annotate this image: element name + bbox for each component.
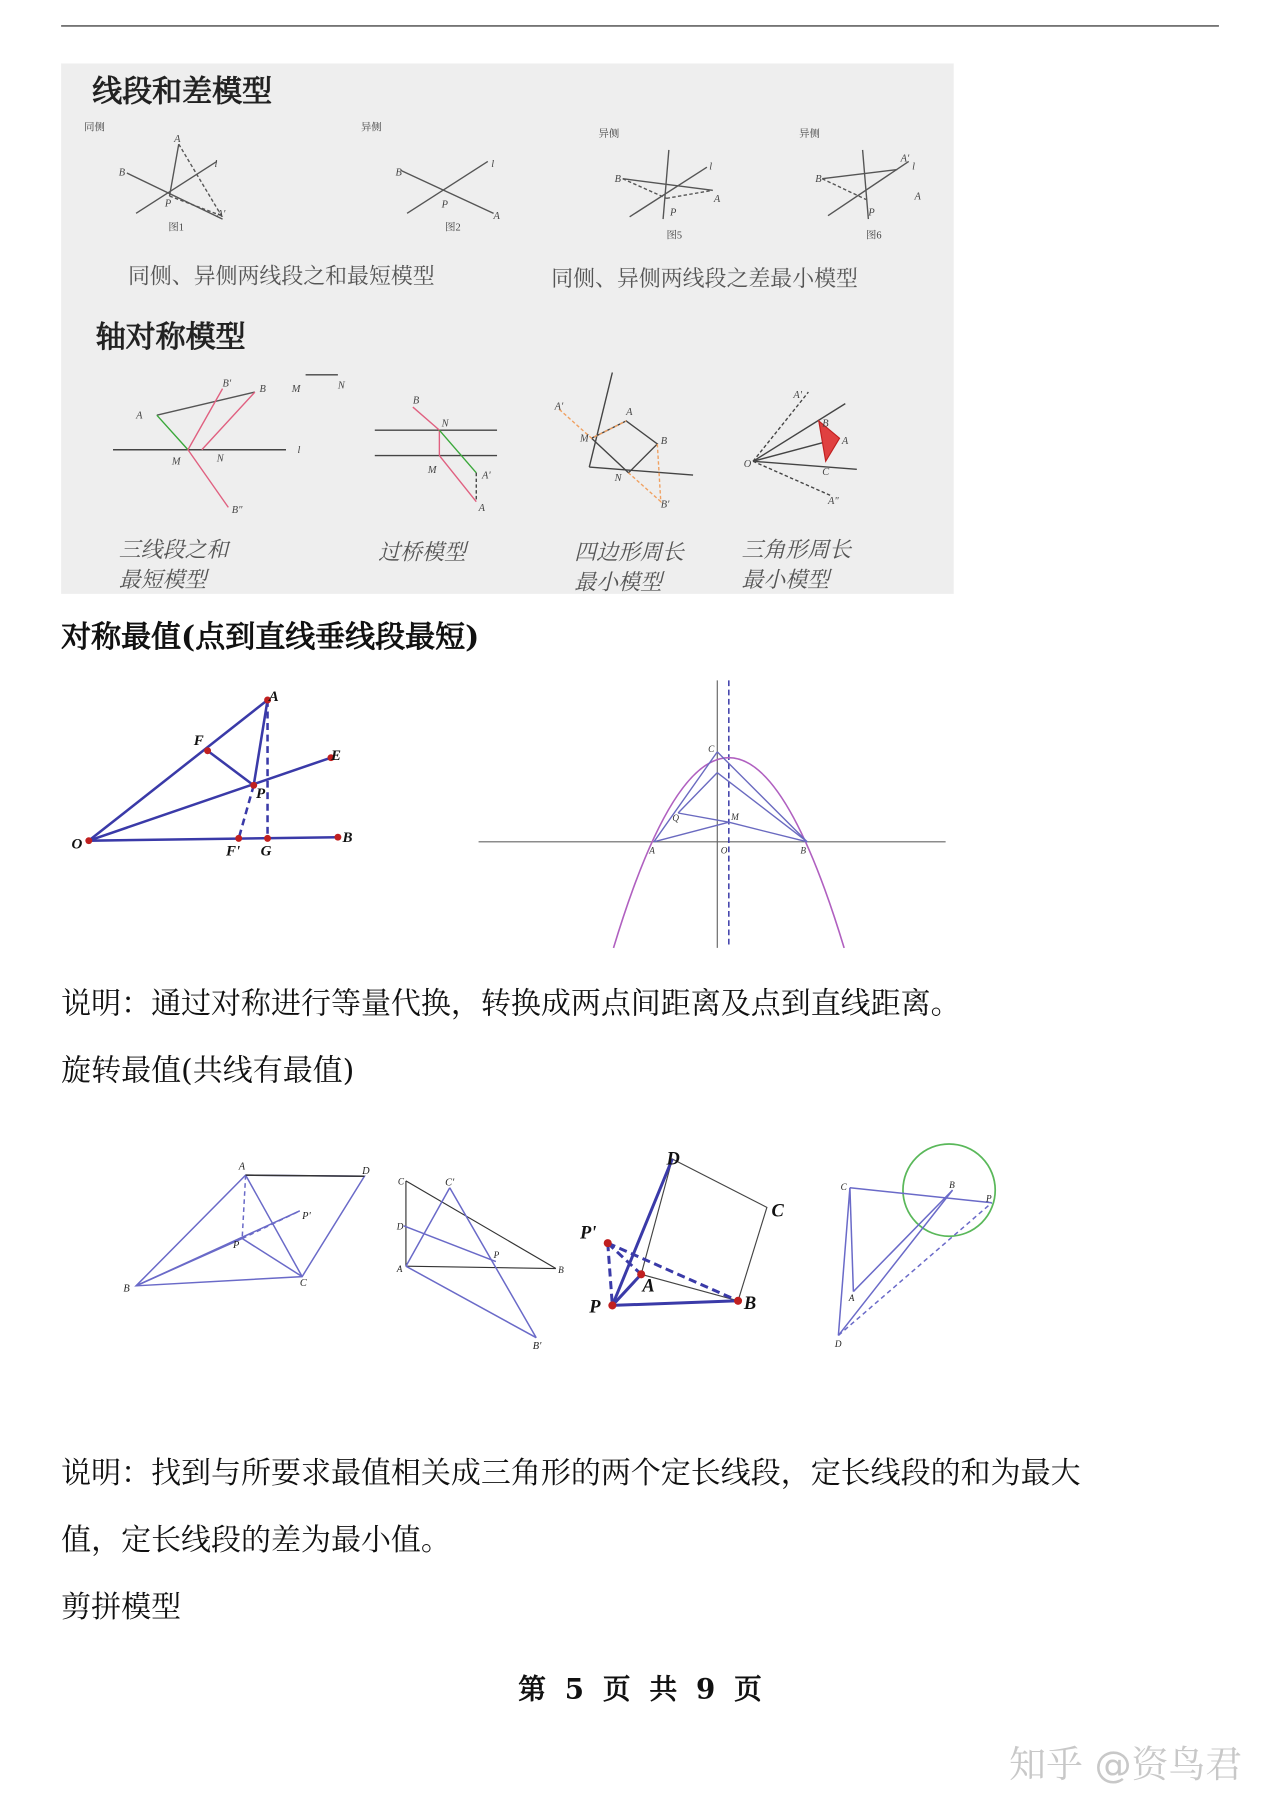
side-label: 异侧	[598, 129, 620, 141]
svg-text:A': A'	[900, 153, 910, 165]
heading-rotation: 旋转最值(共线有最值)	[61, 1054, 355, 1089]
svg-text:D: D	[666, 1148, 680, 1169]
note-rotation-line2: 值，定长线段的差为最小值。	[61, 1523, 451, 1558]
svg-text:A: A	[713, 193, 721, 205]
svg-text:A: A	[848, 1292, 855, 1303]
heading-cut-paste: 剪拼模型	[61, 1590, 182, 1625]
svg-text:A: A	[841, 435, 849, 447]
caption-three-segments: 三线段之和	[118, 536, 229, 562]
side-label: 异侧	[360, 122, 382, 134]
side-label: 异侧	[799, 129, 820, 141]
point-label: P'	[580, 1222, 597, 1243]
svg-text:P: P	[493, 1250, 500, 1261]
svg-text:A: A	[136, 410, 143, 422]
point-label: P	[589, 1296, 601, 1317]
symmetry-figures	[0, 669, 1280, 957]
svg-text:B: B	[259, 384, 266, 396]
caption-three-segments-2: 最短模型	[118, 566, 207, 592]
point-label: B	[123, 1283, 130, 1295]
svg-text:P: P	[164, 198, 172, 210]
svg-text:B': B'	[660, 499, 670, 511]
svg-text:A: A	[493, 211, 500, 223]
page-number: 第 5 页 共 9 页	[518, 1672, 762, 1706]
note-symmetry: 说明：通过对称进行等量代换，转换成两点间距离及点到直线距离。	[61, 987, 961, 1022]
svg-text:B: B	[660, 435, 668, 447]
svg-text:O: O	[743, 459, 752, 471]
panel-title-1: 线段和差模型	[92, 74, 273, 110]
svg-text:l: l	[491, 159, 495, 171]
point-label: C	[299, 1277, 307, 1289]
svg-text:B": B"	[231, 505, 243, 517]
svg-text:B: B	[614, 174, 621, 186]
svg-text:A': A'	[554, 401, 564, 413]
note-rotation-line1: 说明：找到与所要求最值相关成三角形的两个定长线段，定长线段的和为最大	[61, 1456, 1081, 1492]
point-label: B	[342, 829, 353, 846]
watermark: 知乎 @资鸟君	[1009, 1742, 1243, 1787]
svg-text:B: B	[815, 174, 822, 186]
svg-text:N: N	[216, 453, 224, 465]
svg-text:M: M	[291, 384, 301, 396]
caption-bridge: 过桥模型	[378, 539, 466, 565]
svg-text:M: M	[171, 456, 181, 468]
svg-text:B: B	[558, 1265, 564, 1276]
point-label: A	[238, 1161, 246, 1173]
side-label: 同侧	[84, 122, 105, 134]
svg-text:B: B	[949, 1179, 955, 1190]
point-label: O	[720, 845, 728, 856]
svg-text:N: N	[337, 380, 345, 392]
svg-text:B: B	[395, 167, 402, 179]
models-image-panel	[61, 63, 954, 593]
svg-text:A: A	[478, 502, 485, 514]
top-rule	[61, 25, 1219, 26]
svg-text:P: P	[670, 207, 677, 219]
svg-text:B: B	[743, 1292, 757, 1313]
svg-text:C: C	[771, 1200, 784, 1221]
point-label: F'	[226, 843, 241, 860]
svg-text:A': A'	[793, 389, 802, 401]
caption-quadrilateral-2: 最小模型	[574, 569, 662, 594]
point-label: Q	[672, 813, 679, 824]
svg-text:P: P	[441, 199, 449, 211]
caption-triangle-2: 最小模型	[741, 566, 830, 592]
point-label: B	[800, 845, 806, 856]
svg-text:N: N	[441, 418, 449, 430]
svg-text:A: A	[914, 191, 921, 203]
svg-text:l: l	[214, 159, 218, 171]
fig-label: 图1	[168, 222, 184, 234]
svg-text:M: M	[427, 464, 437, 476]
fig-label: 图6	[866, 230, 882, 242]
point-label: D	[362, 1165, 370, 1177]
heading-symmetry: 对称最值(点到直线垂线段最短)	[61, 620, 480, 656]
svg-text:A: A	[174, 133, 181, 145]
svg-text:B: B	[118, 167, 126, 179]
svg-text:P: P	[868, 207, 875, 219]
point-label: E	[330, 747, 341, 764]
svg-text:C: C	[840, 1182, 847, 1193]
panel-title-2: 轴对称模型	[95, 320, 246, 356]
models-diagram	[61, 63, 954, 593]
panel-caption-2: 同侧、异侧两线段之差最小模型	[551, 265, 858, 291]
point-label: A	[649, 845, 655, 856]
point-label: M	[731, 811, 739, 822]
svg-text:A: A	[396, 1263, 403, 1274]
point-label: P'	[302, 1210, 311, 1222]
svg-text:A': A'	[216, 208, 226, 220]
svg-text:l: l	[297, 445, 301, 457]
svg-text:B': B'	[222, 378, 232, 390]
svg-text:A: A	[626, 407, 633, 419]
svg-text:B: B	[412, 395, 420, 407]
svg-text:l: l	[912, 161, 916, 173]
point-label: A	[268, 689, 279, 706]
svg-text:A': A'	[482, 470, 491, 482]
point-label: C'	[445, 1177, 455, 1189]
fig-label: 图2	[445, 222, 461, 234]
svg-text:C: C	[822, 467, 830, 479]
svg-text:A: A	[642, 1275, 655, 1296]
point-label: O	[71, 836, 83, 853]
caption-quadrilateral: 四边形周长	[574, 539, 684, 565]
point-label: B'	[532, 1341, 542, 1353]
caption-triangle: 三角形周长	[741, 536, 852, 562]
svg-text:P: P	[985, 1193, 992, 1204]
panel-caption-1: 同侧、异侧两线段之和最短模型	[128, 263, 435, 289]
fig-label: 图5	[666, 230, 683, 242]
svg-text:l: l	[709, 161, 713, 173]
point-label: P	[256, 786, 266, 803]
svg-text:D: D	[396, 1221, 404, 1232]
point-label: C	[708, 743, 715, 754]
svg-text:D: D	[834, 1338, 842, 1349]
point-label: G	[260, 843, 272, 860]
svg-text:M: M	[580, 433, 589, 445]
svg-text:A": A"	[827, 495, 839, 507]
svg-text:C: C	[397, 1176, 405, 1187]
point-label: F	[193, 732, 204, 749]
svg-text:N: N	[614, 472, 622, 484]
svg-text:B: B	[822, 418, 829, 430]
rotation-figures	[0, 1142, 1280, 1361]
point-label: P	[232, 1239, 240, 1251]
